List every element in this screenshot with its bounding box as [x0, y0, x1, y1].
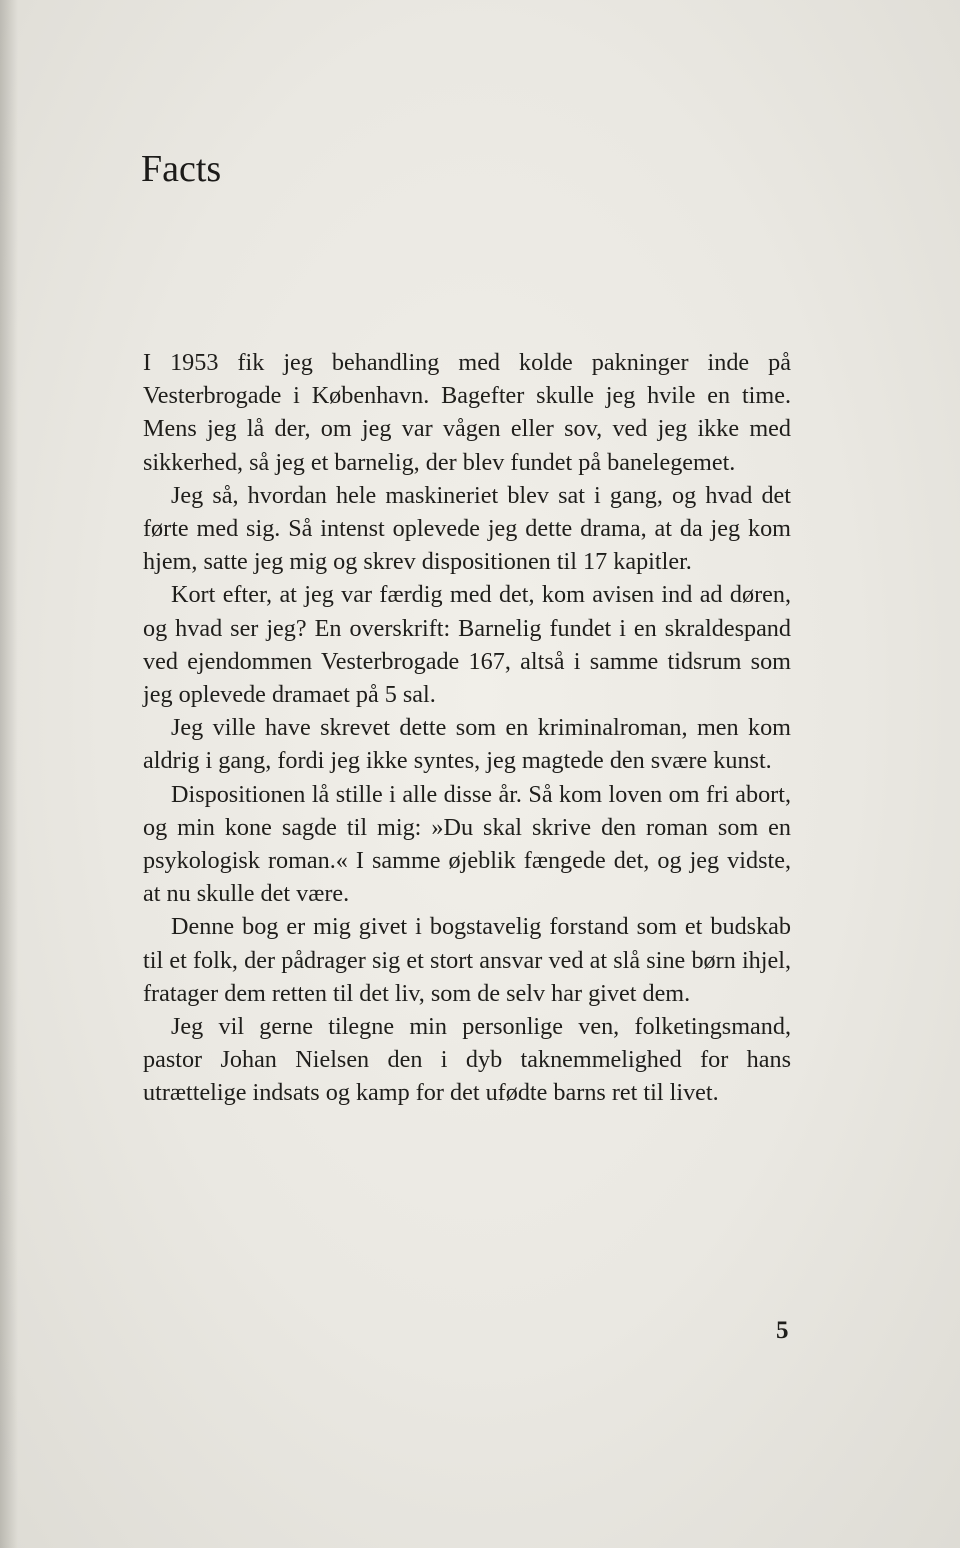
page-edge-shadow [0, 0, 18, 1548]
chapter-heading: Facts [141, 148, 222, 190]
page-number: 5 [776, 1317, 789, 1344]
paragraph-6: Denne bog er mig givet i bogstavelig forstand som et budskab til et folk, der pådrager sig et stort ansvar ved at slå sine børn ihjel, fratager dem retten til det liv, som de selv har givet dem. [143, 913, 791, 1007]
paragraph-4: Jeg ville have skrevet dette som en kriminalroman, men kom aldrig i gang, fordi jeg ikke syntes, jeg magtede den svære kunst. [143, 714, 791, 775]
paragraph-3: Kort efter, at jeg var færdig med det, kom avisen ind ad døren, og hvad ser jeg? En overskrift: Barnelig fundet i en skraldespand ved ejendommen Vesterbrogade 167, altså i samme tidsrum som jeg oplevede dramaet på 5 sal. [143, 581, 791, 709]
paragraph-2: Jeg så, hvordan hele maskineriet blev sat i gang, og hvad det førte med sig. Så intenst oplevede jeg dette drama, at da jeg kom hjem, satte jeg mig og skrev dispositionen til 17 kapitler. [143, 481, 791, 576]
paragraph-1: I 1953 fik jeg behandling med kolde pakninger inde på Vesterbrogade i København. Bagefter skulle jeg hvile en time. Mens jeg lå der, om jeg var vågen eller sov, ved jeg ikke med sikkerhed, så jeg et barnelig, der blev fundet på banelegemet. [143, 349, 791, 476]
paragraph-5: Dispositionen lå stille i alle disse år. Så kom loven om fri abort, og min kone sagde til mig: »Du skal skrive den roman som en psykologisk roman.« I samme øjeblik fængede det, og jeg vidste, at nu skulle det være. [143, 780, 791, 908]
paragraph-7: Jeg vil gerne tilegne min personlige ven, folketingsmand, pastor Johan Nielsen den i dyb taknemmelighed for hans utrættelige indsats og kamp for det ufødte barns ret til livet. [143, 1013, 791, 1107]
body-text [143, 346, 791, 1110]
